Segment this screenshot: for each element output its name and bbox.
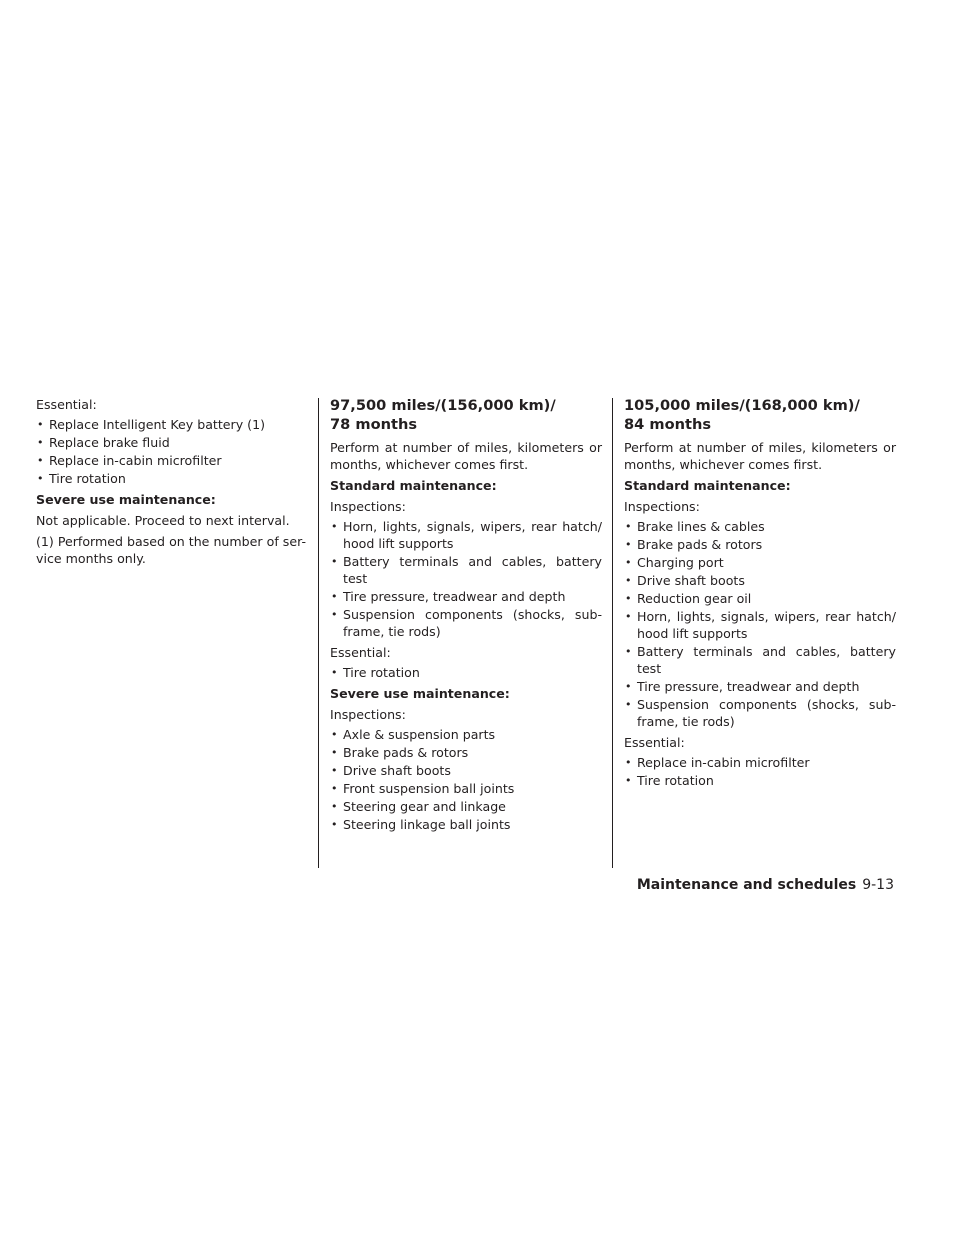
essential-list xyxy=(36,416,306,487)
column-divider xyxy=(318,398,319,868)
list-item: • Battery terminals and cables, battery test xyxy=(330,553,602,587)
list-item: • Tire rotation xyxy=(330,664,602,681)
standard-list xyxy=(624,518,896,730)
list-item: • Brake pads & rotors xyxy=(330,744,602,761)
interval-heading: 105,000 miles/(168,000 km)/ 84 months xyxy=(624,397,860,433)
list-item: • Steering linkage ball joints xyxy=(330,816,602,833)
standard-heading: Standard maintenance: xyxy=(330,478,497,493)
column-divider xyxy=(612,398,613,868)
interval-intro: Perform at number of miles, kilometers or months, whichever comes first. xyxy=(330,440,602,472)
list-item: • Tire rotation xyxy=(624,772,896,789)
list-item: • Tire pressure, treadwear and depth xyxy=(330,588,602,605)
severe-heading: Severe use maintenance: xyxy=(36,492,216,507)
essential-list xyxy=(624,754,896,789)
list-item: • Reduction gear oil xyxy=(624,590,896,607)
list-item: • Charging port xyxy=(624,554,896,571)
interval-heading: 97,500 miles/(156,000 km)/ 78 months xyxy=(330,397,556,433)
interval-intro: Perform at number of miles, kilometers or months, whichever comes first. xyxy=(624,440,896,472)
severe-heading: Severe use maintenance: xyxy=(330,686,510,701)
list-item: • Brake lines & cables xyxy=(624,518,896,535)
standard-heading: Standard maintenance: xyxy=(624,478,791,493)
inspections-label: Inspections: xyxy=(624,499,700,514)
severe-text: Not applicable. Proceed to next interval. xyxy=(36,513,290,528)
page-number: 9-13 xyxy=(862,877,894,893)
footnote: (1) Performed based on the number of ser-vice months only. xyxy=(36,534,306,566)
severe-list xyxy=(330,726,602,833)
footer-section-title: Maintenance and schedules xyxy=(636,877,857,893)
list-item: • Horn, lights, signals, wipers, rear hatch/ hood lift supports xyxy=(624,608,896,642)
list-item: • Drive shaft boots xyxy=(624,572,896,589)
page-footer xyxy=(637,877,894,893)
severe-inspections-label: Inspections: xyxy=(330,707,406,722)
list-item: • Replace in-cabin microfilter xyxy=(36,452,306,469)
list-item: • Brake pads & rotors xyxy=(624,536,896,553)
list-item: • Replace Intelligent Key battery (1) xyxy=(36,416,306,433)
essential-label: Essential: xyxy=(36,397,97,412)
list-item: • Suspension components (shocks, sub-frame, tie rods) xyxy=(330,606,602,640)
list-item: • Steering gear and linkage xyxy=(330,798,602,815)
list-item: • Replace in-cabin microfilter xyxy=(624,754,896,771)
list-item: • Drive shaft boots xyxy=(330,762,602,779)
list-item: • Tire rotation xyxy=(36,470,306,487)
list-item: • Battery terminals and cables, battery test xyxy=(624,643,896,677)
column-3 xyxy=(624,396,896,793)
essential-label: Essential: xyxy=(330,645,391,660)
inspections-label: Inspections: xyxy=(330,499,406,514)
list-item: • Replace brake fluid xyxy=(36,434,306,451)
standard-list xyxy=(330,518,602,640)
column-2 xyxy=(330,396,602,837)
essential-list xyxy=(330,664,602,681)
essential-label: Essential: xyxy=(624,735,685,750)
list-item: • Suspension components (shocks, sub-frame, tie rods) xyxy=(624,696,896,730)
list-item: • Axle & suspension parts xyxy=(330,726,602,743)
list-item: • Front suspension ball joints xyxy=(330,780,602,797)
list-item: • Horn, lights, signals, wipers, rear hatch/ hood lift supports xyxy=(330,518,602,552)
column-1 xyxy=(36,396,306,571)
list-item: • Tire pressure, treadwear and depth xyxy=(624,678,896,695)
